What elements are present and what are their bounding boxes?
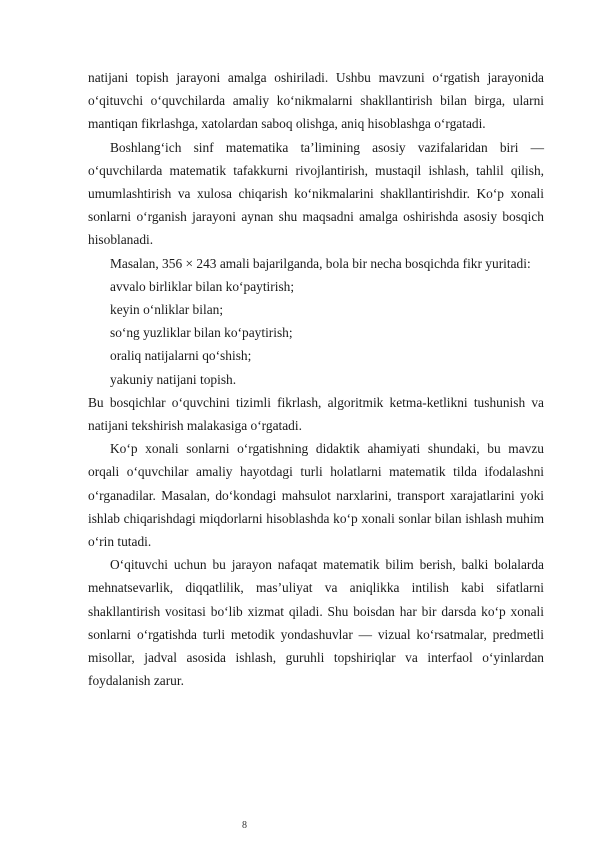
paragraph-stages: Bu bosqichlar o‘quvchini tizimli fikrlash, algoritmik ketma-ketlikni tushunish va natijani tekshirish malakasiga o‘rgatadi. <box>88 394 544 434</box>
paragraph-didactic: Ko‘p xonali sonlarni o‘rgatishning didaktik ahamiyati shundaki, bu mavzu orqali o‘quvchilar amaliy hayotdagi turli holatlarni matematik tilda ifodalashni o‘rganadilar. Masalan, do‘kondagi mahsulot narxlarini, transport xarajatlarini yoki ishlab chiqarishdagi miqdorlarni hisoblashda ko‘p xonali sonlar bilan ishlash muhim o‘rin tutadi. <box>88 441 544 550</box>
list-item: oraliq natijalarni qo‘shish; <box>110 348 252 364</box>
paragraph-continuation: natijani topish jarayoni amalga oshiriladi. Ushbu mavzuni o‘rgatish jarayonida o‘qituvchi o‘quvchilarda amaliy ko‘nikmalarni shakllantirish bilan birga, ularni mantiqan fikrlashga, xatolardan saboq olishga, aniq hisoblashga o‘rgatadi. <box>88 70 544 132</box>
paragraph-teacher: O‘qituvchi uchun bu jarayon nafaqat matematik bilim berish, balki bolalarda mehnatsevarlik, diqqatlilik, mas’uliyat va aniqlikka intilish kabi sifatlarni shakllantirish vositasi bo‘lib xizmat qiladi. Shu boisdan har bir darsda ko‘p xonali sonlarni o‘rgatishda turli metodik yondashuvlar — vizual ko‘rsatmalar, predmetli misollar, jadval asosida ishlash, guruhli topshiriqlar va interfaol o‘yinlardan foydalanish zarur. <box>88 557 544 689</box>
paragraph-tasks: Boshlang‘ich sinf matematika ta’limining asosiy vazifalaridan biri — o‘quvchilarda matematik tafakkurni rivojlantirish, mustaqil ishlash, tahlil qilish, umumlashtirish va xulosa chiqarish ko‘nikmalarini shakllantirishdir. Ko‘p xonali sonlarni o‘rganish jarayoni aynan shu maqsadni amalga oshirishda asosiy bosqich hisoblanadi. <box>88 139 544 248</box>
steps-list <box>88 275 544 391</box>
list-item: avvalo birliklar bilan ko‘paytirish; <box>110 278 295 294</box>
page-number: 8 <box>242 820 247 831</box>
document-page <box>88 66 544 692</box>
list-item: keyin o‘nliklar bilan; <box>110 302 224 318</box>
list-item: yakuniy natijani topish. <box>110 371 237 387</box>
list-item: so‘ng yuzliklar bilan ko‘paytirish; <box>110 325 293 341</box>
paragraph-example: Masalan, 356 × 243 amali bajarilganda, bola bir necha bosqichda fikr yuritadi: <box>110 255 531 271</box>
